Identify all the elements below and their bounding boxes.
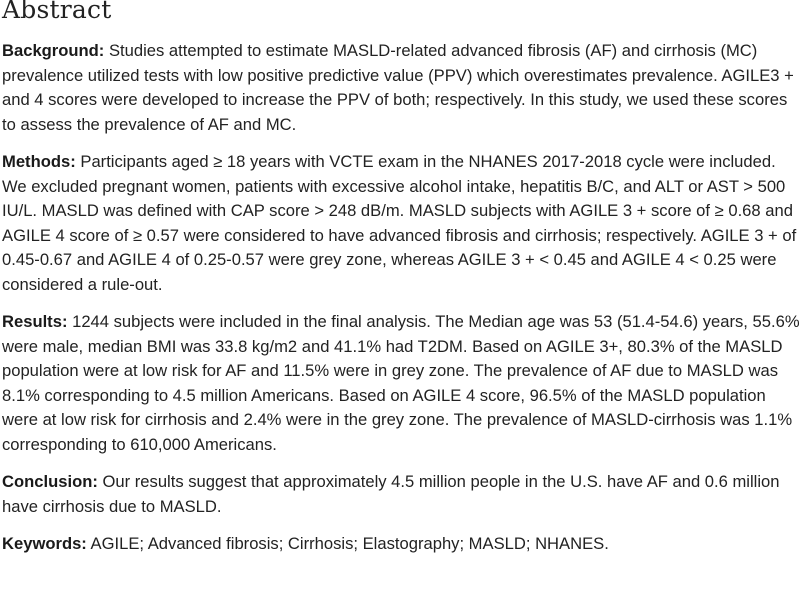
methods-section <box>2 150 802 297</box>
abstract-container <box>2 0 802 570</box>
results-label: Results: <box>2 312 68 331</box>
abstract-heading: Abstract <box>2 0 112 24</box>
methods-label: Methods: <box>2 152 76 171</box>
conclusion-text: Our results suggest that approximately 4.5 million people in the U.S. have AF and 0.6 million have cirrhosis due to MASLD. <box>2 472 780 516</box>
results-text: 1244 subjects were included in the final analysis. The Median age was 53 (51.4-54.6) years, 55.6% were male, median BMI was 33.8 kg/m2 and 41.1% had T2DM. Based on AGILE 3+, 80.3% of the MASLD population were at low risk for AF and 11.5% were in grey zone. The prevalence of AF due to MASLD was 8.1% corresponding to 4.5 million Americans. Based on AGILE 4 score, 96.5% of the MASLD population were at low risk for cirrhosis and 2.4% were in the grey zone. The prevalence of MASLD-cirrhosis was 1.1% corresponding to 610,000 Americans. <box>2 312 800 454</box>
conclusion-section <box>2 470 802 519</box>
methods-text: Participants aged ≥ 18 years with VCTE exam in the NHANES 2017-2018 cycle were included. We excluded pregnant women, patients with excessive alcohol intake, hepatitis B/C, and ALT or AST > 500 IU/L. MASLD was defined with CAP score > 248 dB/m. MASLD subjects with AGILE 3 + score of ≥ 0.68 and AGILE 4 score of ≥ 0.57 were considered to have advanced fibrosis and cirrhosis; respectively. AGILE 3 + of 0.45-0.67 and AGILE 4 of 0.25-0.57 were grey zone, whereas AGILE 3 + < 0.45 and AGILE 4 < 0.25 were considered a rule-out. <box>2 152 797 294</box>
conclusion-label: Conclusion: <box>2 472 98 491</box>
background-label: Background: <box>2 41 105 60</box>
results-section <box>2 310 802 457</box>
background-section <box>2 39 802 137</box>
keywords-section <box>2 532 802 557</box>
keywords-label: Keywords: <box>2 534 87 553</box>
background-text: Studies attempted to estimate MASLD-related advanced fibrosis (AF) and cirrhosis (MC) prevalence utilized tests with low positive predictive value (PPV) which overestimates prevalence. AGILE3 + and 4 scores were developed to increase the PPV of both; respectively. In this study, we used these scores to assess the prevalence of AF and MC. <box>2 41 794 134</box>
keywords-text: AGILE; Advanced fibrosis; Cirrhosis; Elastography; MASLD; NHANES. <box>90 534 609 553</box>
